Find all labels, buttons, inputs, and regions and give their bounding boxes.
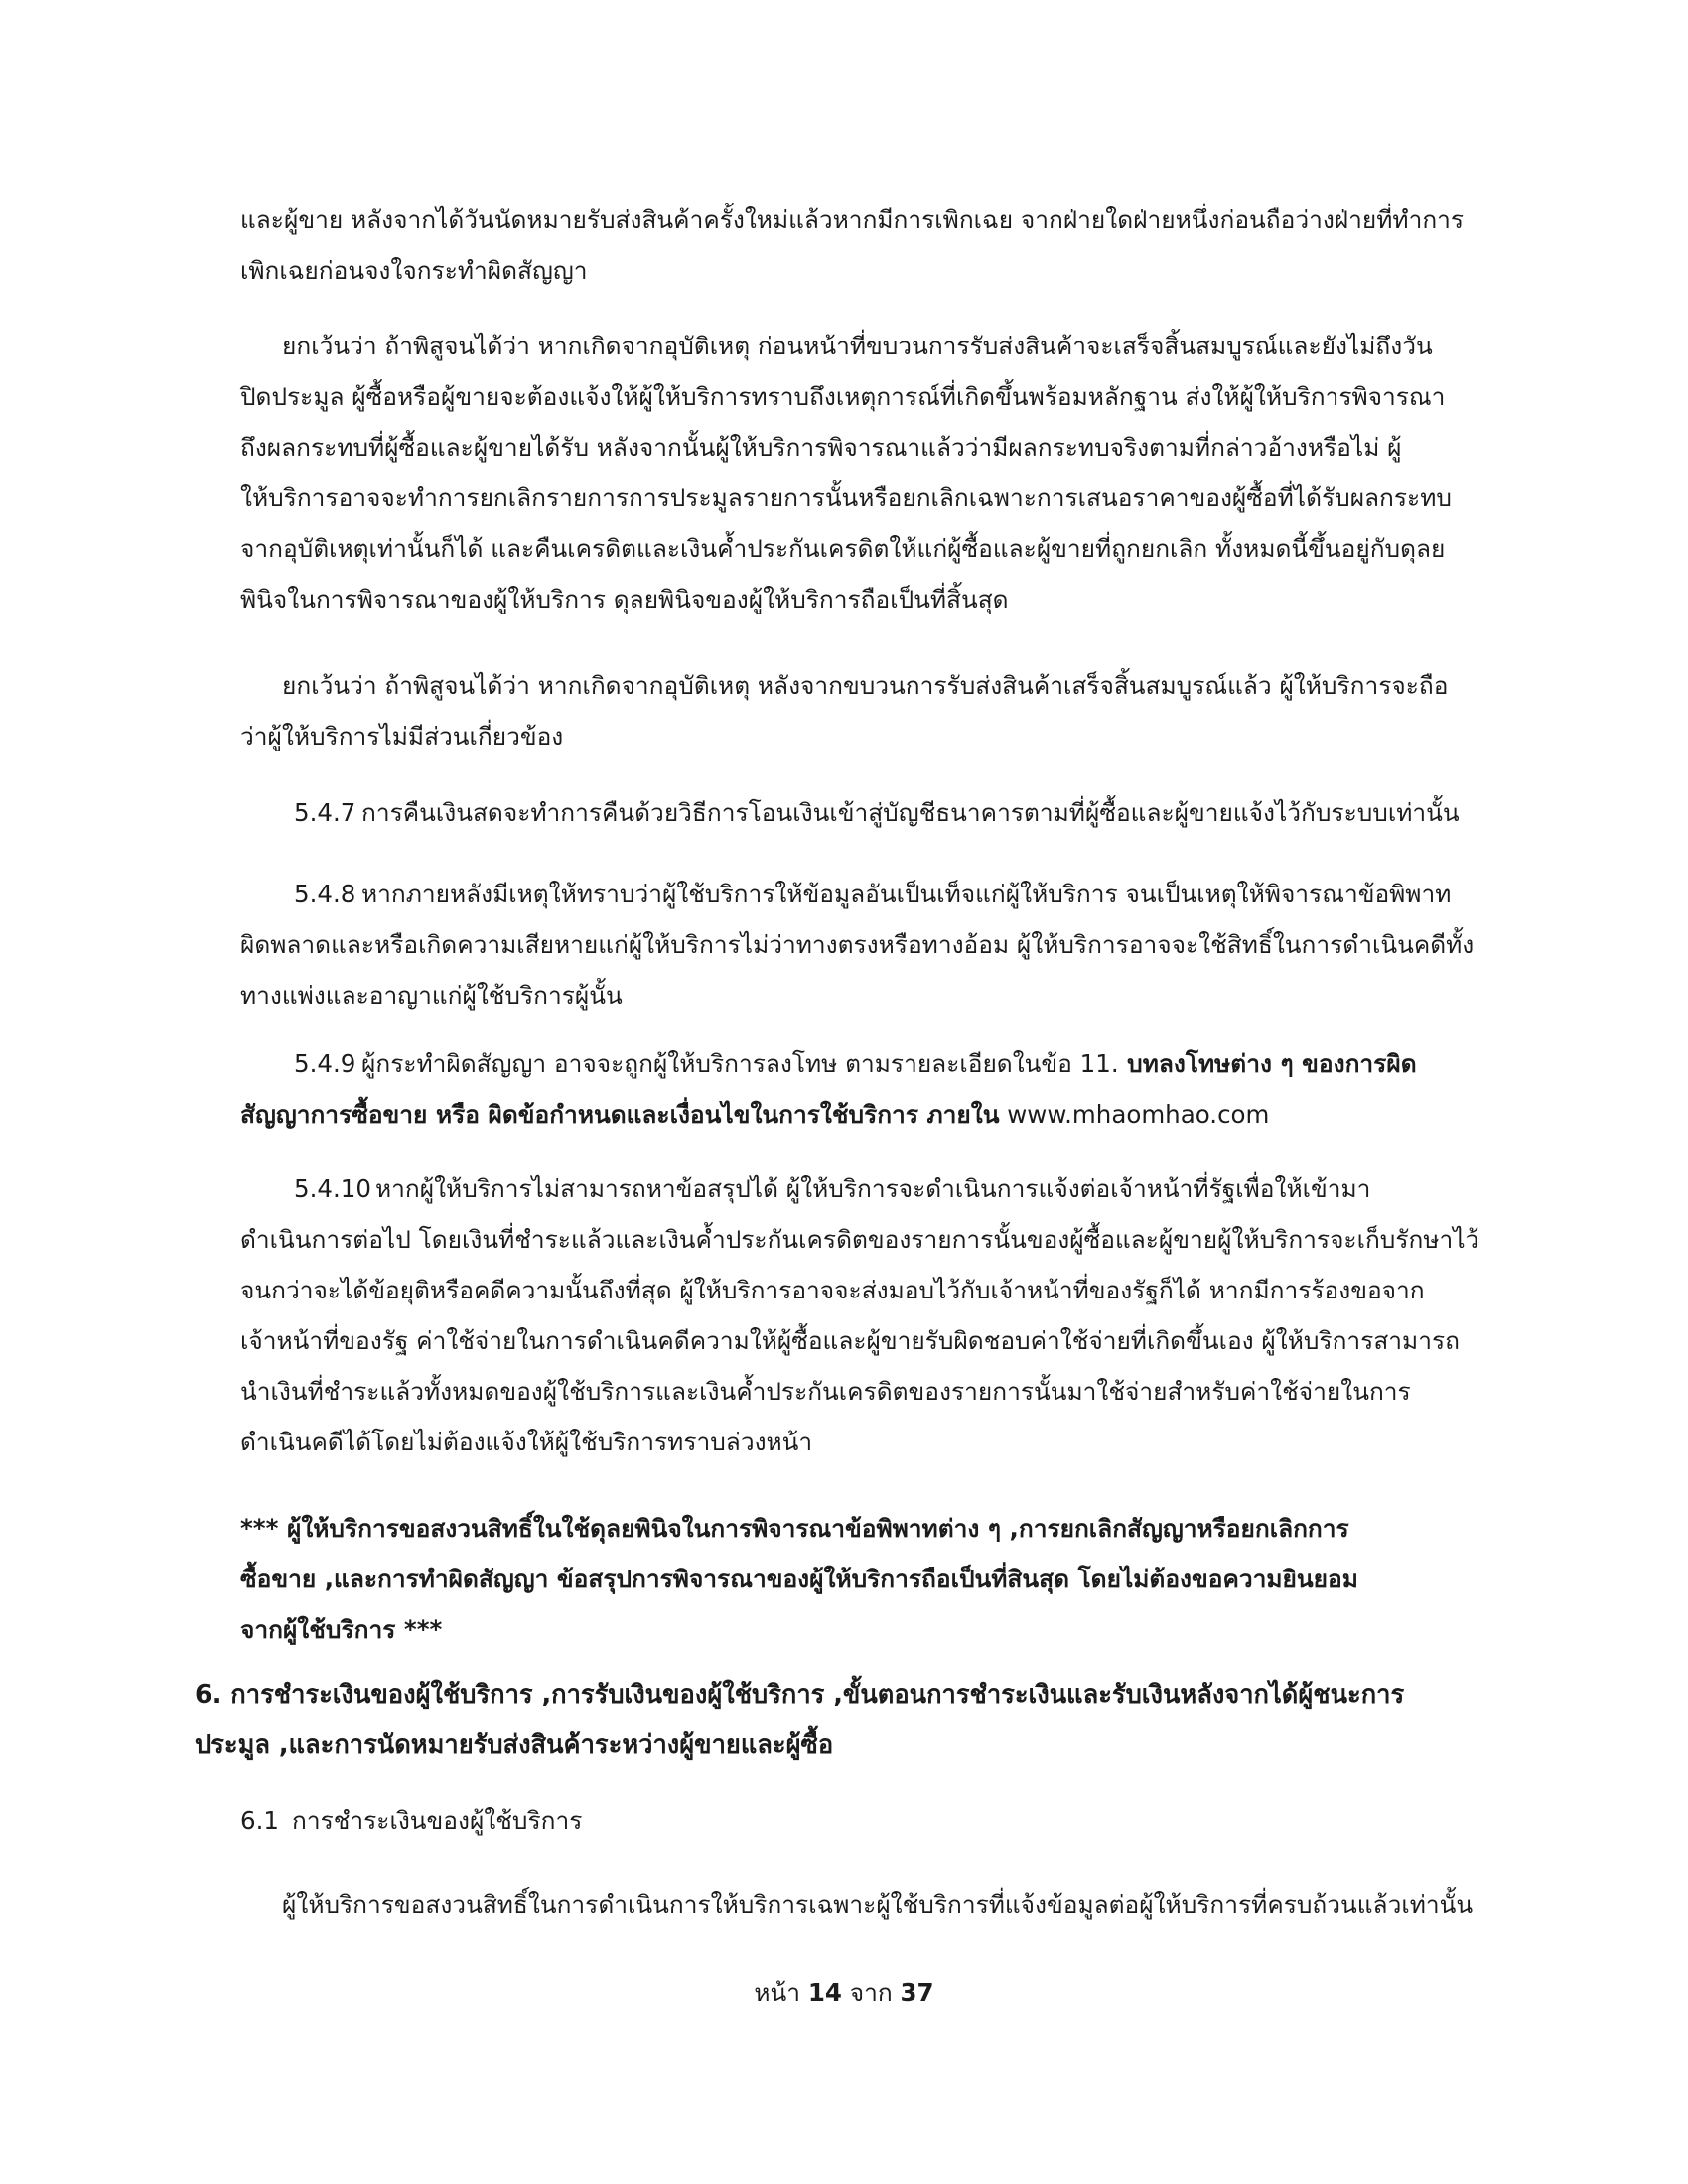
page-footer (0, 1974, 1688, 2013)
text-line: ปิดประมูล ผู้ซื้อหรือผู้ขายจะต้องแจ้งให้ผู้ให้บริการทราบถึงเหตุการณ์ที่เกิดขึ้นพร้อมหลักฐาน ส่งให้ผู้ให้บริการพิจารณา (240, 382, 1446, 411)
text-line: ผู้ให้บริการขอสงวนสิทธิ์ในการดำเนินการให้บริการเฉพาะผู้ใช้บริการที่แจ้งข้อมูลต่อผู้ให้บริการที่ครบถ้วนแล้วเท่านั้น (282, 1890, 1474, 1919)
text-line: ยกเว้นว่า ถ้าพิสูจนได้ว่า หากเกิดจากอุบัติเหตุ หลังจากขบวนการรับส่งสินค้าเสร็จสิ้นสมบูรณ์แล้ว ผู้ให้บริการจะถือ (282, 671, 1449, 700)
section-6-1-title (240, 1795, 582, 1845)
heading-line: 6. การชำระเงินของผู้ใช้บริการ ,การรับเงินของผู้ใช้บริการ ,ขั้นตอนการชำระเงินและรับเงินหลังจากได้ผู้ชนะการ (195, 1680, 1405, 1709)
text-line: ซื้อขาย ,และการทำผิดสัญญา ข้อสรุปการพิจารณาของผู้ให้บริการถือเป็นที่สินสุด โดยไม่ต้องขอความยินยอม (240, 1565, 1358, 1593)
footer-middle: จาก (849, 1979, 893, 2007)
total-pages: 37 (900, 1979, 934, 2007)
text-line: พินิจในการพิจารณาของผู้ให้บริการ ดุลยพินิจของผู้ให้บริการถือเป็นที่สิ้นสุด (240, 585, 1009, 614)
text-segment: ผู้กระทำผิดสัญญา อาจจะถูกผู้ให้บริการลงโทษ ตามรายละเอียดในข้อ 11. (361, 1049, 1119, 1078)
text-line: จากอุบัติเหตุเท่านั้นก็ได้ และคืนเครดิตและเงินค้ำประกันเครดิตให้แก่ผู้ซื้อและผู้ขายที่ถูกยกเลิก ทั้งหมดนี้ขึ้นอยู่กับดุลย (240, 534, 1446, 563)
paragraph-continuation (240, 195, 1464, 296)
clause-5-4-9 (240, 1038, 1417, 1140)
text-line: ทางแพ่งและอาญาแก่ผู้ใช้บริการผู้นั้น (240, 981, 623, 1010)
text-line: ให้บริการอาจจะทำการยกเลิกรายการการประมูลรายการนั้นหรือยกเลิกเฉพาะการเสนอราคาของผู้ซื้อที่ได้รับผลกระทบ (240, 483, 1452, 512)
text-line: และผู้ขาย หลังจากได้วันนัดหมายรับส่งสินค้าครั้งใหม่แล้วหากมีการเพิกเฉย จากฝ่ายใดฝ่ายหนึ่งก่อนถือว่างฝ่ายที่ทำการ (240, 205, 1465, 234)
text-line: จนกว่าจะได้ข้อยุติหรือคดีความนั้นถึงที่สุด ผู้ให้บริการอาจจะส่งมอบไว้กับเจ้าหน้าที่ของรัฐก็ได้ หากมีการร้องขอจาก (240, 1276, 1425, 1304)
text-line: ถึงผลกระทบที่ผู้ซื้อและผู้ขายได้รับ หลังจากนั้นผู้ให้บริการพิจารณาแล้วว่ามีผลกระทบจริงตามที่กล่าวอ้างหรือไม่ ผู้ (240, 433, 1402, 462)
text-line: ว่าผู้ให้บริการไม่มีส่วนเกี่ยวข้อง (240, 722, 564, 751)
text-line: นำเงินที่ชำระแล้วทั้งหมดของผู้ใช้บริการและเงินค้ำประกันเครดิตของรายการนั้นมาใช้จ่ายสำหรับค่าใช้จ่ายในการ (240, 1377, 1411, 1406)
current-page-number: 14 (807, 1979, 842, 2007)
website-url: www.mhaomhao.com (999, 1100, 1270, 1129)
text-line: หากภายหลังมีเหตุให้ทราบว่าผู้ใช้บริการให้ข้อมูลอันเป็นเท็จแก่ผู้ให้บริการ จนเป็นเหตุให้พิจารณาข้อพิพาท (361, 880, 1452, 908)
clause-number: 6.1 (240, 1806, 279, 1835)
clause-5-4-10 (240, 1163, 1478, 1467)
clause-number: 5.4.7 (294, 798, 356, 827)
clause-number: 5.4.9 (294, 1049, 356, 1078)
text-line: จากผู้ใช้บริการ *** (240, 1615, 443, 1644)
paragraph-accident-after-complete (240, 660, 1448, 761)
text-line: เพิกเฉยก่อนจงใจกระทำผิดสัญญา (240, 256, 588, 285)
text-line: การคืนเงินสดจะทำการคืนด้วยวิธีการโอนเงินเข้าสู่บัญชีธนาคารตามที่ผู้ซื้อและผู้ขายแจ้งไว้กับระบบเท่านั้น (361, 798, 1460, 827)
section-6-1-body (282, 1879, 1473, 1930)
text-line: ผิดพลาดและหรือเกิดความเสียหายแก่ผู้ให้บริการไม่ว่าทางตรงหรือทางอ้อม ผู้ให้บริการอาจจะใช้สิทธิ์ในการดำเนินคดีทั้ง (240, 930, 1475, 959)
clause-number: 5.4.8 (294, 880, 356, 908)
text-line: ดำเนินการต่อไป โดยเงินที่ชำระแล้วและเงินค้ำประกันเครดิตของรายการนั้นของผู้ซื้อและผู้ขายผู้ให้บริการจะเก็บรักษาไว้ (240, 1225, 1479, 1254)
text-line: เจ้าหน้าที่ของรัฐ ค่าใช้จ่ายในการดำเนินคดีความให้ผู้ซื้อและผู้ขายรับผิดชอบค่าใช้จ่ายที่เกิดขึ้นเอง ผู้ให้บริการสามารถ (240, 1326, 1460, 1355)
section-6-heading (195, 1670, 1404, 1771)
text-line: ยกเว้นว่า ถ้าพิสูจนได้ว่า หากเกิดจากอุบัติเหตุ ก่อนหน้าที่ขบวนการรับส่งสินค้าจะเสร็จสิ้นสมบูรณ์และยังไม่ถึงวัน (282, 332, 1433, 360)
footer-prefix: หน้า (754, 1979, 801, 2007)
heading-line: ประมูล ,และการนัดหมายรับส่งสินค้าระหว่างผู้ขายและผู้ซื้อ (195, 1730, 834, 1760)
subsection-title: การชำระเงินของผู้ใช้บริการ (292, 1806, 583, 1835)
rights-notice (240, 1503, 1358, 1655)
paragraph-accident-before-close (240, 321, 1452, 624)
penalty-reference: บทลงโทษต่าง ๆ ของการผิด (1118, 1049, 1417, 1078)
clause-5-4-8 (240, 869, 1474, 1021)
text-line: ดำเนินคดีได้โดยไม่ต้องแจ้งให้ผู้ใช้บริการทราบล่วงหน้า (240, 1428, 813, 1456)
text-line: หากผู้ให้บริการไม่สามารถหาข้อสรุปได้ ผู้ให้บริการจะดำเนินการแจ้งต่อเจ้าหน้าที่รัฐเพื่อให้เข้ามา (375, 1174, 1371, 1203)
penalty-reference: สัญญาการซื้อขาย หรือ ผิดข้อกำหนดและเงื่อนไขในการใช้บริการ ภายใน (240, 1100, 1000, 1129)
clause-number: 5.4.10 (294, 1174, 371, 1203)
text-line: *** ผู้ให้บริการขอสงวนสิทธิ์ในใช้ดุลยพินิจในการพิจารณาข้อพิพาทต่าง ๆ ,การยกเลิกสัญญาหรือยกเลิกการ (240, 1514, 1349, 1543)
clause-5-4-7 (294, 787, 1460, 838)
